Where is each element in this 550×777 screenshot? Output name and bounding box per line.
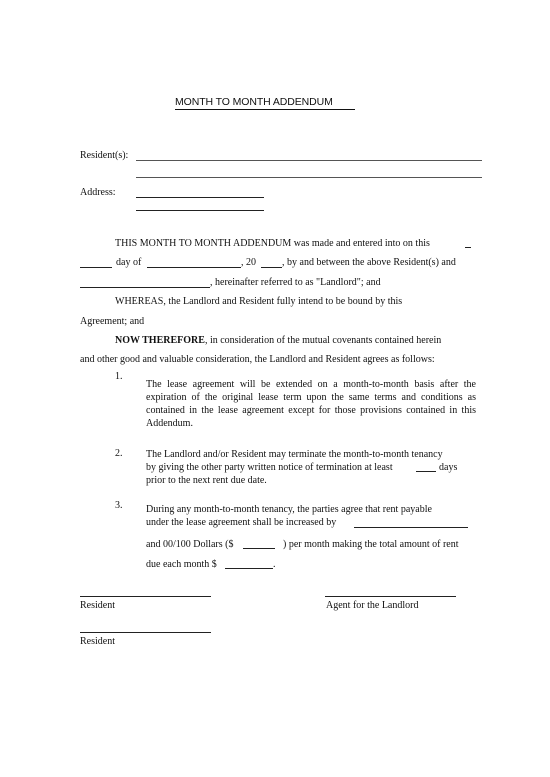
- item-3-line-1: During any month-to-month tenancy, the parties agree that rent payable: [146, 504, 432, 515]
- item-1-text: The lease agreement will be extended on a month-to-month basis after the expiration of the original lease term upon the same terms and conditions as contained in the lease agreement except for those provisions contained in this Addendum.: [146, 379, 476, 429]
- resident-1-signature-line[interactable]: [80, 596, 211, 597]
- total-rent-blank[interactable]: [225, 568, 273, 569]
- day-of-text: day of: [116, 257, 142, 268]
- address-field-line-1[interactable]: [136, 197, 264, 198]
- resident-2-label: Resident: [80, 636, 115, 647]
- item-3-dollars-text: and 00/100 Dollars ($: [146, 539, 234, 550]
- increase-amount-blank[interactable]: [354, 527, 468, 528]
- item-3-number: 3.: [115, 500, 123, 511]
- agent-label: Agent for the Landlord: [326, 600, 419, 611]
- notice-days-blank[interactable]: [416, 471, 436, 472]
- between-text: , by and between the above Resident(s) and: [282, 257, 456, 268]
- item-2-line-2: by giving the other party written notice of termination at least: [146, 462, 393, 473]
- dollar-amount-blank[interactable]: [243, 548, 275, 549]
- item-3-due-text: due each month $: [146, 559, 217, 570]
- resident-1-label: Resident: [80, 600, 115, 611]
- now-therefore-bold: NOW THEREFORE: [115, 335, 205, 346]
- address-field-line-2[interactable]: [136, 210, 264, 211]
- whereas-line-2: Agreement; and: [80, 316, 145, 327]
- item-1-number: 1.: [115, 371, 123, 382]
- now-therefore-line-1: [115, 334, 441, 347]
- item-2-line-1: The Landlord and/or Resident may terminate the month-to-month tenancy: [146, 449, 443, 460]
- item-3-line-2: under the lease agreement shall be increased by: [146, 517, 337, 528]
- item-3-period: .: [273, 559, 276, 570]
- resident-field-line-2[interactable]: [136, 177, 482, 178]
- resident-2-signature-line[interactable]: [80, 632, 211, 633]
- resident-label: Resident(s):: [80, 150, 129, 161]
- intro-line-1: THIS MONTH TO MONTH ADDENDUM was made and entered into on this: [115, 238, 430, 249]
- intro-date-blank[interactable]: [465, 247, 471, 248]
- resident-field-line-1[interactable]: [136, 160, 482, 161]
- now-therefore-line-2: and other good and valuable consideration, the Landlord and Resident agrees as follows:: [80, 354, 435, 365]
- landlord-name-blank[interactable]: [80, 287, 210, 288]
- year-blank[interactable]: [261, 267, 282, 268]
- item-2-number: 2.: [115, 448, 123, 459]
- whereas-line-1: WHEREAS, the Landlord and Resident fully intend to be bound by this: [115, 296, 403, 307]
- item-2-days-text: days: [439, 462, 458, 473]
- address-label: Address:: [80, 187, 116, 198]
- day-blank[interactable]: [80, 267, 112, 268]
- hereinafter-text: , hereinafter referred to as "Landlord"; and: [210, 277, 381, 288]
- agent-signature-line[interactable]: [325, 596, 456, 597]
- item-2-line-3: prior to the next rent due date.: [146, 475, 267, 486]
- comma-20-text: , 20: [241, 257, 256, 268]
- month-blank[interactable]: [147, 267, 241, 268]
- now-therefore-rest: , in consideration of the mutual covenants contained herein: [204, 335, 442, 346]
- document-title: MONTH TO MONTH ADDENDUM: [175, 96, 355, 110]
- item-3-per-month-text: ) per month making the total amount of rent: [283, 539, 459, 550]
